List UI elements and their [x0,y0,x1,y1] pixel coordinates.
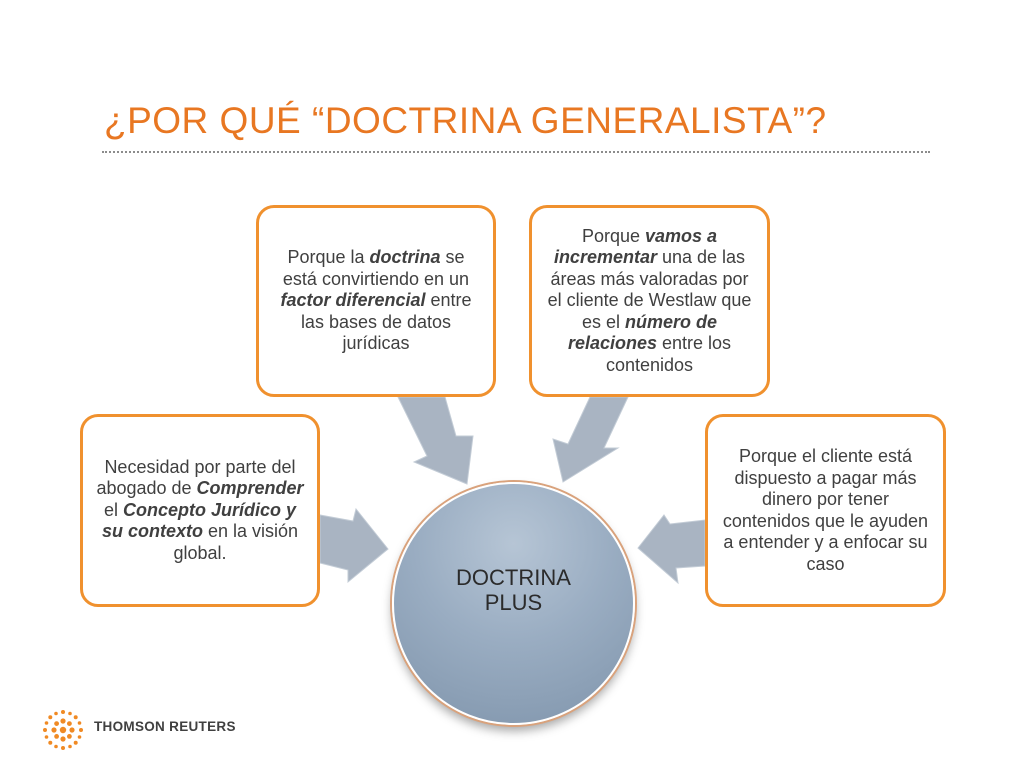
slide-title: ¿POR QUÉ “DOCTRINA GENERALISTA”? [104,100,827,141]
reason-box-differential-factor: Porque la doctrina se está convirtiendo en un factor diferencial entre las bases de datos jurídicas [256,205,496,397]
reason-box-need-for-context: Necesidad por parte del abogado de Comprender el Concepto Jurídico y su contexto en la visión global. [80,414,320,607]
arrow-left-to-center [320,509,388,582]
center-label: DOCTRINA PLUS [456,564,571,615]
reason-box-increase-relations: Porque vamos a incrementar una de las áreas más valoradas por el cliente de Westlaw que es el número de relaciones entre los contenidos [529,205,770,397]
brand-name: THOMSON REUTERS [94,719,236,734]
center-circle-doctrina-plus [392,482,635,725]
reason-box-client-willing-to-pay: Porque el cliente está dispuesto a pagar más dinero por tener contenidos que le ayuden a entender y a enfocar su caso [705,414,946,607]
arrow-right-to-center [638,515,705,583]
arrow-top-right-to-center [553,397,628,482]
thomson-reuters-logo-icon [40,707,86,753]
arrow-top-left-to-center [398,397,473,484]
